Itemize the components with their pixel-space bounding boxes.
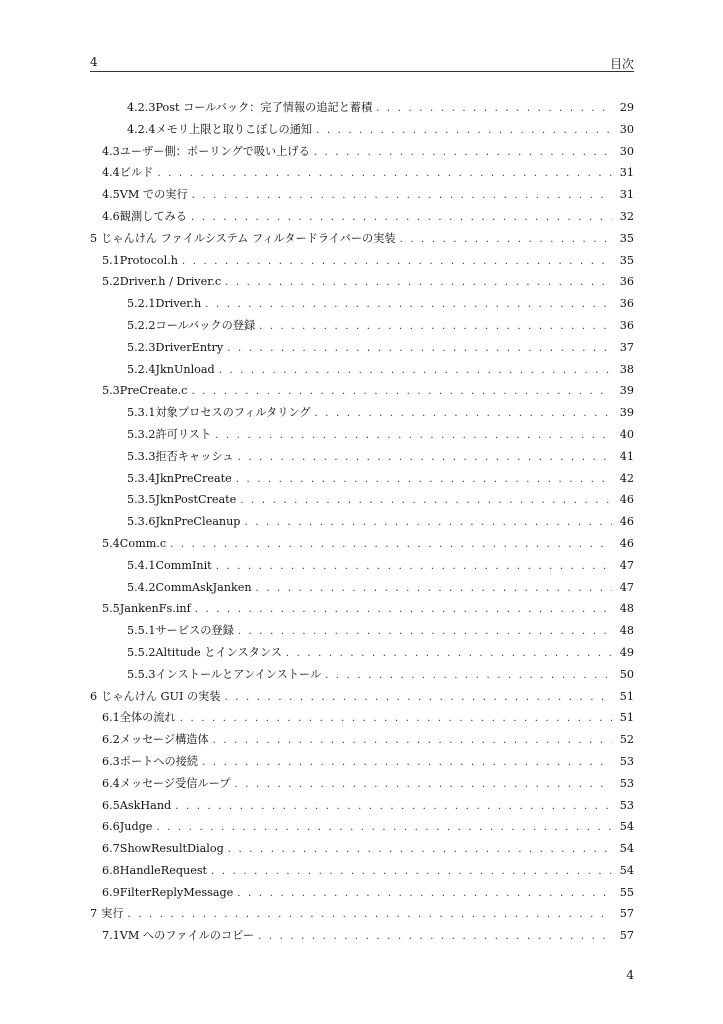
toc-entry-page: 52: [619, 733, 634, 747]
toc-entry-page: 55: [619, 885, 634, 899]
toc-dot-leader: [376, 98, 612, 120]
toc-entry-title: メッセージ構造体: [119, 733, 209, 747]
toc-entry-page: 36: [619, 297, 634, 311]
toc-subsection-entry[interactable]: [90, 664, 634, 686]
toc-section-entry[interactable]: [90, 141, 634, 163]
toc-section-entry[interactable]: [90, 795, 634, 817]
toc-entry-number: 5.4.1: [127, 558, 156, 572]
toc-dot-leader: [256, 578, 612, 600]
toc-entry-number: 5.5.2: [127, 645, 156, 659]
toc-subsection-entry[interactable]: [90, 577, 634, 599]
header-title: 目次: [609, 57, 634, 71]
toc-subsection-entry[interactable]: [90, 359, 634, 381]
toc-entry-title: メモリ上限と取りこぼしの通知: [155, 122, 313, 136]
toc-entry-number: 5.3: [102, 384, 120, 398]
toc-entry-number: 4.5: [102, 188, 120, 202]
toc-entry-title: CommInit: [155, 558, 212, 572]
toc-dot-leader: [236, 469, 612, 491]
toc-entry-number: 4.2.4: [127, 122, 156, 136]
toc-entry-page: 36: [619, 318, 634, 332]
toc-dot-leader: [325, 665, 612, 687]
toc-entry-page: 30: [619, 122, 634, 136]
toc-entry-number: 5.1: [102, 253, 120, 267]
toc-subsection-entry[interactable]: [90, 315, 634, 337]
toc-subsection-entry[interactable]: [90, 620, 634, 642]
toc-dot-leader: [182, 251, 612, 273]
toc-entry-number: 6.9: [102, 885, 120, 899]
toc-entry-title: Driver.h / Driver.c: [119, 275, 222, 289]
toc-section-entry[interactable]: [90, 380, 634, 402]
toc-entry-page: 53: [619, 754, 634, 768]
toc-dot-leader: [238, 621, 612, 643]
toc-entry-page: 53: [619, 776, 634, 790]
toc-entry-title: FilterReplyMessage: [119, 885, 234, 899]
toc-section-entry[interactable]: [90, 882, 634, 904]
toc-dot-leader: [216, 556, 612, 578]
toc-subsection-entry[interactable]: [90, 511, 634, 533]
toc-entry-page: 31: [619, 188, 634, 202]
toc-entry-title: 許可リスト: [155, 427, 212, 441]
toc-entry-title: AskHand: [119, 798, 172, 812]
toc-entry-title: ポートへの接続: [119, 754, 199, 768]
toc-section-entry[interactable]: [90, 816, 634, 838]
toc-entry-number: 4.2.3: [127, 101, 156, 114]
toc-entry-number: 6: [90, 689, 98, 703]
toc-subsection-entry[interactable]: [90, 555, 634, 577]
toc-entry-title: ユーザー側：ポーリングで吸い上げる: [119, 144, 310, 158]
toc-section-entry[interactable]: [90, 773, 634, 795]
toc-section-entry[interactable]: [90, 206, 634, 228]
toc-entry-page: 48: [619, 602, 634, 616]
toc-entry-number: 6.8: [102, 863, 120, 877]
toc-entry-page: 30: [619, 144, 634, 158]
toc-dot-leader: [175, 796, 612, 818]
toc-dot-leader: [225, 687, 612, 709]
toc-entry-title: JknUnload: [155, 362, 215, 376]
toc-entry-page: 46: [619, 536, 634, 550]
toc-entry-title: Driver.h: [155, 297, 202, 311]
toc-dot-leader: [202, 752, 612, 774]
toc-entry-number: 5.4.2: [127, 580, 156, 594]
toc-dot-leader: [400, 229, 612, 251]
toc-entry-page: 46: [619, 515, 634, 529]
toc-entry-page: 46: [619, 493, 634, 507]
toc-dot-leader: [180, 708, 612, 730]
toc-section-entry[interactable]: [90, 598, 634, 620]
toc-entry-number: 5.4: [102, 536, 120, 550]
toc-chapter-entry[interactable]: [90, 228, 634, 250]
toc-entry-title: DriverEntry: [155, 340, 224, 354]
toc-entry-title: VM での実行: [119, 188, 188, 202]
toc-entry-number: 6.2: [102, 733, 120, 747]
toc-entry-number: 5.2.4: [127, 362, 156, 376]
toc-entry-title: JknPreCleanup: [155, 515, 241, 529]
toc-dot-leader: [225, 272, 612, 294]
toc-entry-page: 54: [619, 820, 634, 834]
toc-entry-title: じゃんけん GUI の実装: [101, 689, 221, 703]
toc-dot-leader: [156, 817, 612, 839]
toc-entry-title: サービスの登録: [155, 624, 234, 638]
toc-entry-title: VM へのファイルのコピー: [119, 929, 255, 943]
toc-dot-leader: [205, 294, 612, 316]
toc-subsection-entry[interactable]: [90, 402, 634, 424]
toc-section-entry[interactable]: [90, 271, 634, 293]
toc-section-entry[interactable]: [90, 184, 634, 206]
toc-entry-number: 6.6: [102, 820, 120, 834]
toc-section-entry[interactable]: [90, 860, 634, 882]
toc-entry-page: 38: [619, 362, 634, 376]
toc-dot-leader: [170, 534, 612, 556]
toc-section-entry[interactable]: [90, 838, 634, 860]
toc-entry-title: JknPreCreate: [155, 471, 232, 485]
toc-dot-leader: [191, 207, 612, 229]
toc-dot-leader: [286, 643, 612, 665]
toc-entry-page: 57: [619, 929, 634, 943]
toc-entry-number: 5.3.4: [127, 471, 156, 485]
toc-dot-leader: [128, 904, 612, 926]
toc-subsection-entry[interactable]: [90, 468, 634, 490]
toc-entry-number: 5.2.3: [127, 340, 156, 354]
toc-entry-title: 観測してみる: [119, 209, 187, 223]
toc-entry-page: 54: [619, 863, 634, 877]
toc-section-entry[interactable]: [90, 533, 634, 555]
toc-subsection-entry[interactable]: [90, 446, 634, 468]
toc-dot-leader: [238, 447, 612, 469]
toc-entry-page: 41: [619, 449, 634, 463]
toc-entry-page: 51: [619, 689, 634, 703]
toc-entry-number: 5.2.1: [127, 297, 156, 311]
toc-entry-page: 53: [619, 798, 634, 812]
toc-entry-title: JknPostCreate: [155, 493, 237, 507]
toc-entry-page: 50: [619, 667, 634, 681]
toc-entry-title: コールバックの登録: [155, 318, 256, 332]
toc-entry-page: 39: [619, 406, 634, 420]
toc-section-entry[interactable]: [90, 250, 634, 272]
toc-dot-leader: [259, 316, 612, 338]
toc-entry-page: 32: [619, 209, 634, 223]
toc-entry-page: 48: [619, 624, 634, 638]
toc-entry-title: Comm.c: [119, 536, 167, 550]
toc-dot-leader: [213, 730, 612, 752]
toc-dot-leader: [258, 926, 612, 948]
toc-subsection-entry[interactable]: [90, 293, 634, 315]
toc-entry-page: 29: [619, 101, 634, 114]
toc-entry-number: 4.4: [102, 166, 120, 180]
toc-dot-leader: [219, 360, 612, 382]
toc-subsection-entry[interactable]: [90, 119, 634, 141]
toc-subsection-entry[interactable]: [90, 97, 634, 119]
toc-section-entry[interactable]: [90, 925, 634, 947]
toc-entry-page: 31: [619, 166, 634, 180]
toc-section-entry[interactable]: [90, 729, 634, 751]
toc-entry-page: 47: [619, 580, 634, 594]
toc-entry-title: ShowResultDialog: [119, 842, 224, 856]
toc-entry-page: 51: [619, 711, 634, 725]
toc-entry-title: じゃんけん ファイルシステム フィルタードライバーの実装: [101, 231, 396, 245]
toc-dot-leader: [227, 338, 612, 360]
header-page-number: 4: [90, 55, 98, 69]
toc-entry-number: 6.5: [102, 798, 120, 812]
toc-entry-number: 4.6: [102, 209, 120, 223]
toc-entry-number: 6.7: [102, 842, 120, 856]
toc-entry-number: 7.1: [102, 929, 120, 943]
toc-subsection-entry[interactable]: [90, 642, 634, 664]
toc-entry-number: 5.5.3: [127, 667, 156, 681]
toc-entry-title: 全体の流れ: [119, 711, 176, 725]
toc-entry-title: PreCreate.c: [119, 384, 188, 398]
toc-chapter-entry[interactable]: [90, 686, 634, 708]
footer-page-number: 4: [626, 968, 634, 982]
toc-dot-leader: [191, 381, 612, 403]
toc-entry-page: 47: [619, 558, 634, 572]
toc-entry-page: 57: [619, 907, 634, 921]
toc-entry-number: 5.2: [102, 275, 120, 289]
toc-entry-number: 6.1: [102, 711, 120, 725]
toc-section-entry[interactable]: [90, 751, 634, 773]
toc-entry-title: 拒否キャッシュ: [155, 449, 234, 463]
table-of-contents: [90, 97, 634, 947]
toc-entry-page: 36: [619, 275, 634, 289]
toc-entry-number: 6.4: [102, 776, 120, 790]
toc-dot-leader: [211, 861, 612, 883]
toc-entry-title: Judge: [119, 820, 153, 834]
toc-dot-leader: [157, 163, 612, 185]
toc-entry-number: 5.3.2: [127, 427, 156, 441]
toc-entry-page: 42: [619, 471, 634, 485]
toc-entry-title: Altitude とインスタンス: [155, 645, 282, 659]
toc-entry-page: 54: [619, 842, 634, 856]
toc-dot-leader: [244, 512, 612, 534]
toc-entry-title: HandleRequest: [119, 863, 208, 877]
header-rule: [90, 71, 634, 72]
toc-entry-page: 39: [619, 384, 634, 398]
toc-entry-page: 35: [619, 253, 634, 267]
toc-dot-leader: [314, 142, 612, 164]
toc-dot-leader: [316, 120, 612, 142]
toc-entry-title: 実行: [101, 907, 124, 921]
toc-entry-number: 5: [90, 231, 98, 245]
toc-entry-page: 49: [619, 645, 634, 659]
toc-entry-number: 5.5.1: [127, 624, 156, 638]
toc-dot-leader: [215, 425, 612, 447]
toc-dot-leader: [192, 185, 612, 207]
toc-entry-title: ビルド: [119, 166, 154, 180]
toc-dot-leader: [237, 883, 612, 905]
toc-entry-title: JankenFs.inf: [119, 602, 191, 616]
toc-dot-leader: [195, 599, 612, 621]
toc-entry-number: 7: [90, 907, 98, 921]
toc-entry-title: Protocol.h: [119, 253, 178, 267]
toc-dot-leader: [228, 839, 612, 861]
toc-entry-page: 37: [619, 340, 634, 354]
toc-entry-title: CommAskJanken: [155, 580, 252, 594]
toc-subsection-entry[interactable]: [90, 489, 634, 511]
toc-section-entry[interactable]: [90, 707, 634, 729]
toc-entry-number: 5.3.1: [127, 406, 156, 420]
toc-entry-title: インストールとアンインストール: [155, 667, 322, 681]
toc-entry-title: メッセージ受信ループ: [119, 776, 231, 790]
toc-subsection-entry[interactable]: [90, 424, 634, 446]
toc-entry-number: 5.3.3: [127, 449, 156, 463]
toc-entry-page: 35: [619, 231, 634, 245]
toc-chapter-entry[interactable]: [90, 903, 634, 925]
toc-subsection-entry[interactable]: [90, 337, 634, 359]
toc-dot-leader: [240, 490, 612, 512]
toc-entry-number: 5.3.5: [127, 493, 156, 507]
toc-entry-number: 5.5: [102, 602, 120, 616]
toc-entry-page: 40: [619, 427, 634, 441]
toc-entry-number: 4.3: [102, 144, 120, 158]
toc-section-entry[interactable]: [90, 162, 634, 184]
toc-entry-number: 5.2.2: [127, 318, 156, 332]
toc-dot-leader: [315, 403, 612, 425]
toc-dot-leader: [234, 774, 612, 796]
toc-entry-number: 6.3: [102, 754, 120, 768]
toc-entry-title: 対象プロセスのフィルタリング: [155, 406, 311, 420]
toc-entry-title: Post コールバック：完了情報の追記と蓄積: [155, 101, 373, 114]
toc-entry-number: 5.3.6: [127, 515, 156, 529]
